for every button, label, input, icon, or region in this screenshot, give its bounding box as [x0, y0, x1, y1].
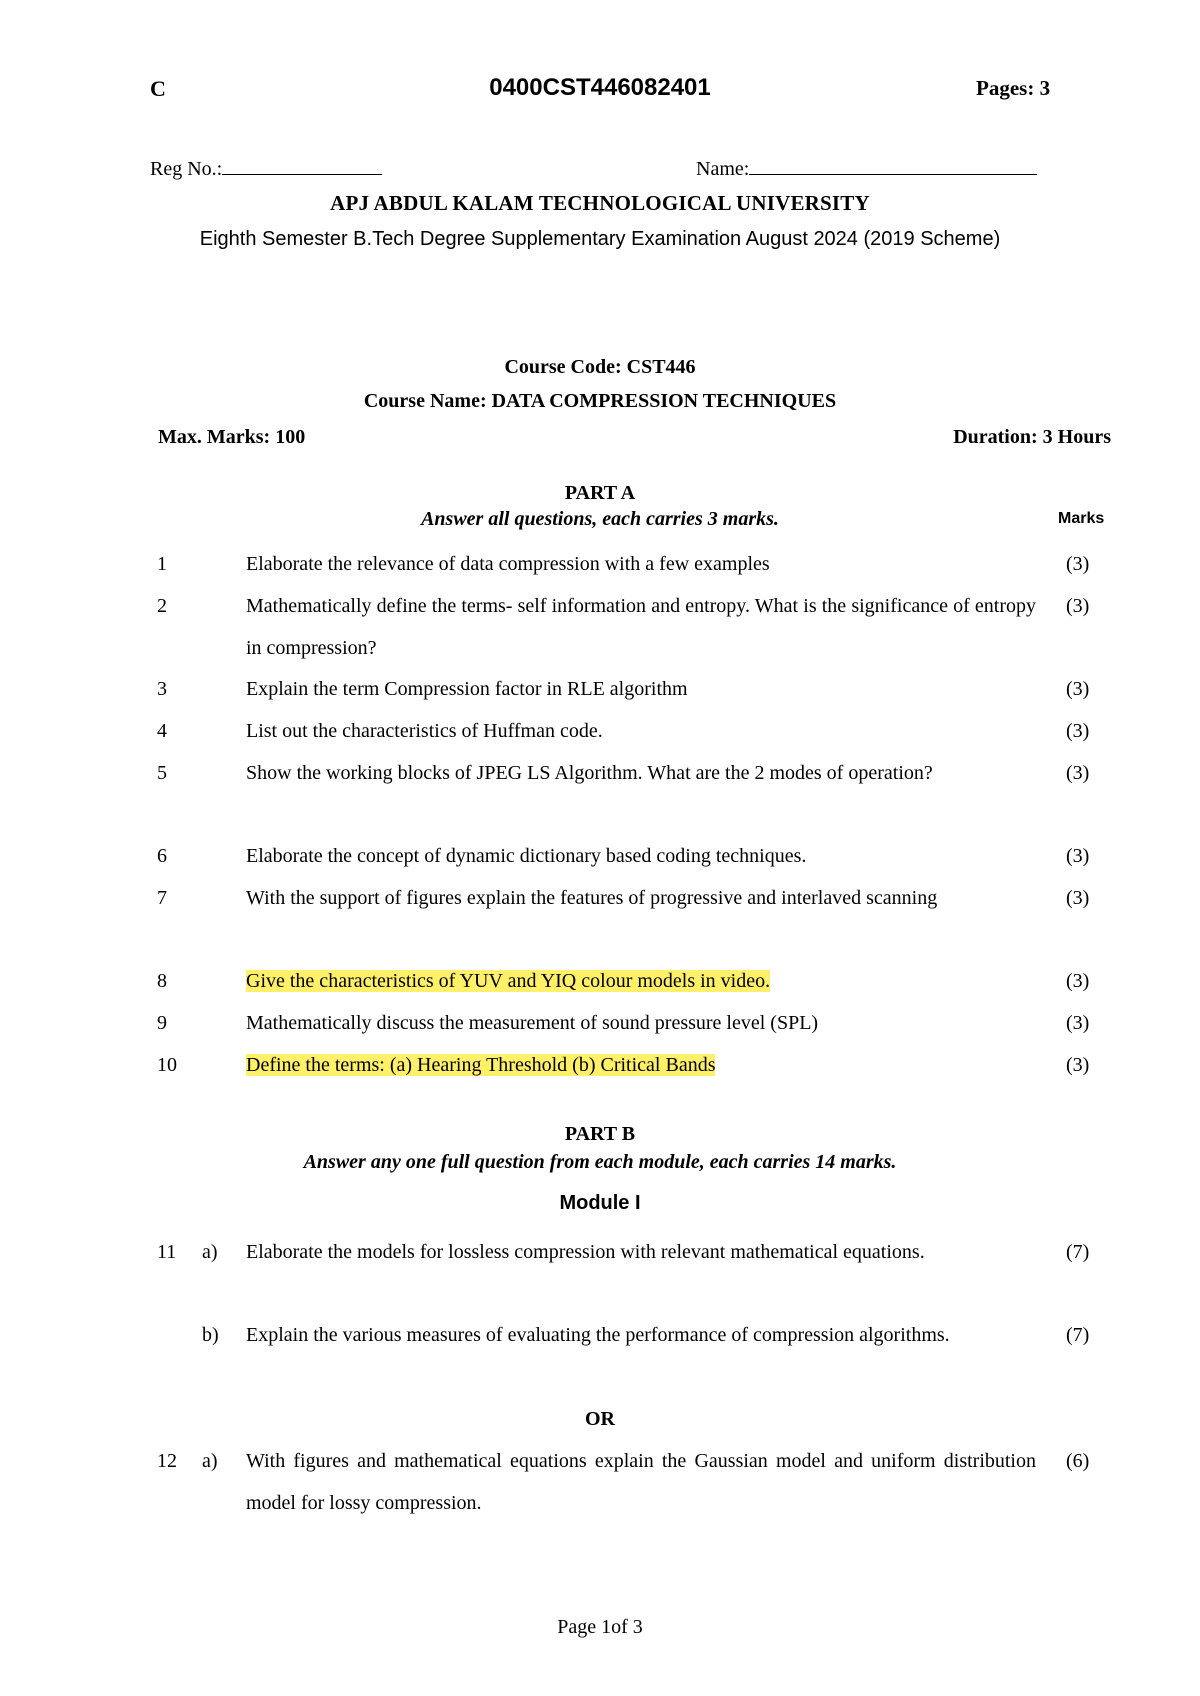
reg-no-line [222, 156, 382, 175]
subquestion-label: a) [202, 1450, 218, 1472]
question-number: 12 [157, 1450, 177, 1472]
university-name: APJ ABDUL KALAM TECHNOLOGICAL UNIVERSITY [330, 191, 870, 215]
question-marks: (3) [1066, 1054, 1090, 1076]
question-text: Elaborate the models for lossless compression with relevant mathematical equations. [246, 1241, 925, 1263]
question-number: 9 [157, 1012, 167, 1034]
question-marks: (3) [1066, 845, 1090, 867]
question-text: Elaborate the concept of dynamic dictionary based coding techniques. [246, 845, 807, 867]
exam-title: Eighth Semester B.Tech Degree Supplementary Examination August 2024 (2019 Scheme) [199, 228, 1001, 250]
question-number: 7 [157, 887, 167, 909]
question-number: 4 [157, 720, 167, 742]
question-text: Show the working blocks of JPEG LS Algorithm. What are the 2 modes of operation? [246, 762, 933, 784]
question-marks: (3) [1066, 595, 1090, 617]
question-number: 3 [157, 678, 167, 700]
question-text: Explain the term Compression factor in RLE algorithm [246, 678, 688, 700]
part-b-title: PART B [564, 1123, 636, 1145]
subquestion-label: b) [202, 1324, 219, 1346]
question-number: 8 [157, 970, 167, 992]
question-text: Elaborate the relevance of data compression with a few examples [246, 553, 770, 575]
course-name: Course Name: DATA COMPRESSION TECHNIQUES [363, 390, 837, 412]
question-text: With figures and mathematical equations explain the Gaussian model and uniform distribution model for lossy compression. [246, 1450, 1036, 1514]
question-number: 2 [157, 595, 167, 617]
question-number: 11 [157, 1241, 177, 1263]
module-heading: Module I [559, 1192, 641, 1214]
question-marks: (7) [1066, 1324, 1090, 1346]
question-text: List out the characteristics of Huffman code. [246, 720, 603, 742]
question-marks: (3) [1066, 887, 1090, 909]
or-separator: OR [585, 1408, 615, 1430]
part-b-instruction: Answer any one full question from each module, each carries 14 marks. [303, 1151, 897, 1173]
part-a-title: PART A [564, 482, 636, 504]
question-marks: (3) [1066, 762, 1090, 784]
question-text: With the support of figures explain the features of progressive and interlaved scanning [246, 887, 938, 909]
question-number: 1 [157, 553, 167, 575]
question-marks: (7) [1066, 1241, 1090, 1263]
question-text: Explain the various measures of evaluating the performance of compression algorithms. [246, 1324, 950, 1346]
question-text-highlighted: Define the terms: (a) Hearing Threshold (b) Critical Bands [246, 1054, 716, 1076]
subquestion-label: a) [202, 1241, 218, 1263]
question-marks: (3) [1066, 1012, 1090, 1034]
question-number: 5 [157, 762, 167, 784]
reg-no-label: Reg No.: [150, 158, 223, 180]
question-marks: (3) [1066, 720, 1090, 742]
question-number: 10 [157, 1054, 177, 1076]
question-text: Mathematically define the terms- self information and entropy. What is the significance of entropy in compression? [246, 595, 1036, 659]
name-line [749, 156, 1037, 175]
question-marks: (6) [1066, 1450, 1090, 1472]
name-label: Name: [696, 158, 750, 180]
question-marks: (3) [1066, 970, 1090, 992]
course-code: Course Code: CST446 [504, 356, 696, 378]
series-letter: C [150, 76, 166, 101]
question-text: Mathematically discuss the measurement of sound pressure level (SPL) [246, 1012, 819, 1034]
paper-code: 0400CST446082401 [489, 74, 711, 101]
question-number: 6 [157, 845, 167, 867]
duration: Duration: 3 Hours [953, 426, 1111, 448]
question-text-highlighted: Give the characteristics of YUV and YIQ colour models in video. [246, 970, 771, 992]
part-a-instruction: Answer all questions, each carries 3 marks. [421, 508, 779, 530]
name-field [696, 156, 1037, 181]
max-marks: Max. Marks: 100 [158, 426, 306, 448]
page-footer: Page 1of 3 [557, 1616, 643, 1638]
question-marks: (3) [1066, 553, 1090, 575]
question-marks: (3) [1066, 678, 1090, 700]
reg-no-field [150, 156, 382, 181]
page-count: Pages: 3 [976, 76, 1051, 100]
marks-header: Marks [1058, 510, 1105, 527]
